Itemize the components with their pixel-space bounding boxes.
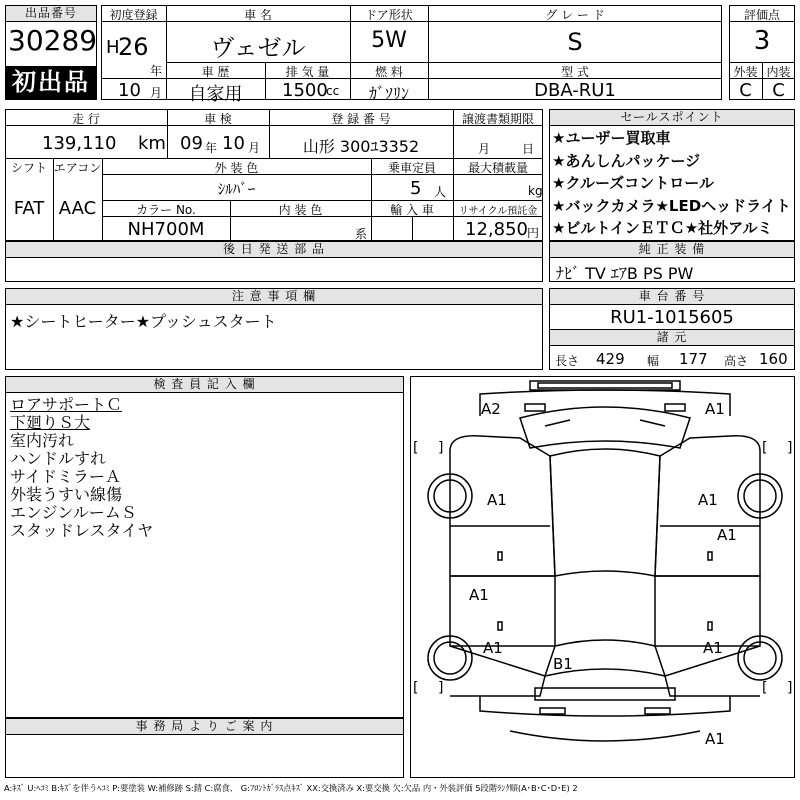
inspector-label: 検 査 員 記 入 欄 — [6, 377, 403, 393]
era: H — [106, 37, 120, 58]
shift: FAT — [13, 198, 45, 219]
inspector-item: 室内汚れ — [10, 431, 75, 450]
svg-text:]: ] — [438, 680, 444, 696]
lot-label: 出品番号 — [6, 6, 96, 22]
history: 自家用 — [188, 84, 243, 105]
sales-points — [552, 127, 796, 240]
damage-front-right: A1 — [705, 400, 725, 418]
height: 160 — [759, 350, 788, 368]
interior-grade: C — [772, 80, 785, 101]
exterior-grade: C — [739, 80, 752, 101]
inspection-month-unit: 月 — [248, 141, 261, 155]
history-label: 車 歴 — [201, 65, 230, 79]
later-parts-label: 後 日 発 送 部 品 — [6, 242, 542, 258]
displacement: 1500 — [282, 80, 328, 101]
capacity-unit: 人 — [434, 185, 447, 199]
reg-year: 26 — [118, 33, 149, 61]
grade-label: グ レ ー ド — [545, 8, 605, 22]
svg-text:[: [ — [762, 680, 768, 696]
displacement-unit: cc — [326, 84, 340, 98]
score: 3 — [753, 26, 771, 56]
ac-label: エアコン — [53, 161, 102, 175]
model-code: DBA-RU1 — [534, 80, 616, 101]
month-unit: 月 — [150, 86, 163, 100]
color-no: NH700M — [127, 219, 205, 240]
length-label: 長さ — [555, 354, 580, 368]
grade: S — [567, 28, 583, 56]
recycle: 12,850 — [465, 219, 528, 240]
svg-text:[: [ — [413, 680, 419, 696]
transfer-label: 譲渡書類期限 — [461, 112, 534, 126]
equipment: ﾅﾋﾞ TV ｴｱB PS PW — [556, 264, 694, 283]
inspector-item: スタッドレスタイヤ — [10, 521, 154, 540]
svg-text:[: [ — [762, 440, 768, 456]
inspector-item: ロアサポートＣ — [10, 395, 123, 414]
inspector-item: エンジンルームＳ — [10, 503, 137, 522]
mileage-label: 走 行 — [72, 112, 100, 126]
year-unit: 年 — [150, 64, 163, 78]
chassis-label: 車 台 番 号 — [550, 289, 794, 305]
notes: ★シートヒーター★プッシュスタート — [10, 312, 277, 331]
reg-number: 山形 300ﾕ3352 — [302, 137, 420, 156]
width: 177 — [679, 350, 708, 368]
sales-point: ★バックカメラ★LEDヘッドライト — [552, 196, 791, 215]
int-color-label: 内 装 色 — [278, 203, 323, 217]
svg-text:]: ] — [438, 440, 444, 456]
sales-point: ★ユーザー買取車 — [552, 129, 671, 147]
recycle-unit: 円 — [527, 226, 540, 240]
capacity: 5 — [410, 178, 422, 199]
exterior-label: 外装 — [733, 65, 758, 79]
inspection-year: 09 — [180, 133, 203, 154]
sales-point: ★あんしんパッケージ — [552, 151, 701, 170]
first-listing-badge: 初出品 — [6, 66, 96, 99]
damage-right-rear-fender: A1 — [703, 639, 723, 657]
notes-label: 注 意 事 項 欄 — [6, 289, 542, 305]
damage-front-left: A2 — [481, 400, 501, 418]
color-no-label: カラー No. — [136, 203, 196, 217]
equipment-label: 純 正 装 備 — [550, 242, 794, 258]
damage-right-front-fender: A1 — [698, 491, 718, 509]
load-unit: kg — [528, 184, 543, 198]
dims-label: 諸 元 — [550, 330, 794, 346]
inspection-label: 車 検 — [204, 112, 232, 126]
transfer-month-unit: 月 — [478, 142, 491, 156]
mileage-unit: km — [138, 133, 166, 154]
load-label: 最大積載量 — [467, 161, 528, 175]
transfer-day-unit: 日 — [522, 142, 535, 156]
svg-text:]: ] — [787, 680, 793, 696]
svg-text:[: [ — [413, 440, 419, 456]
lot-number: 30289 — [8, 24, 98, 57]
inspector-item: サイドミラーＡ — [10, 467, 121, 486]
inspection-month: 10 — [222, 133, 245, 154]
reg-month: 10 — [118, 80, 141, 101]
car-diagram — [410, 376, 795, 778]
inspector-items — [10, 396, 153, 540]
inspector-item: 外装うすい線傷 — [10, 485, 123, 504]
sales-point: ★クルーズコントロール — [552, 174, 714, 192]
damage-rear-bumper: A1 — [705, 730, 725, 748]
shift-label: シフト — [10, 161, 47, 175]
int-color-unit: 系 — [355, 227, 368, 241]
sales-label: セールスポイント — [550, 110, 794, 126]
import-label: 輸 入 車 — [390, 203, 434, 217]
capacity-label: 乗車定員 — [387, 161, 436, 175]
score-label: 評価点 — [743, 8, 780, 22]
doors: 5W — [371, 28, 407, 53]
damage-left-rear-fender: A1 — [483, 639, 503, 657]
car-name-label: 車 名 — [244, 8, 272, 22]
first-reg-label: 初度登録 — [109, 8, 158, 22]
mileage: 139,110 — [42, 133, 117, 154]
damage-left-front-fender: A1 — [487, 491, 507, 509]
inspection-year-unit: 年 — [205, 141, 218, 155]
displacement-label: 排 気 量 — [285, 65, 330, 79]
office-label: 事 務 局 よ り ご 案 内 — [6, 719, 403, 735]
inspector-item: 下廻りＳ大 — [10, 413, 91, 432]
damage-rear-center: B1 — [553, 655, 573, 673]
interior-label: 内装 — [766, 65, 791, 79]
damage-left-rear-door: A1 — [469, 586, 489, 604]
ac: AAC — [58, 198, 97, 219]
height-label: 高さ — [724, 354, 749, 368]
inspector-item: ハンドルすれ — [10, 449, 107, 468]
color: ｼﾙﾊﾞｰ — [217, 180, 256, 198]
chassis-number: RU1-1015605 — [610, 307, 734, 328]
color-label: 外 装 色 — [214, 161, 259, 175]
car-name: ヴェゼル — [210, 34, 306, 62]
fuel: ｶﾞｿﾘﾝ — [368, 84, 409, 103]
reg-label: 登 録 番 号 — [331, 112, 391, 126]
legend: A:ｷｽﾞ U:ﾍｺﾐ B:ｷｽﾞを伴うﾍｺﾐ P:要塗装 W:補修跡 S:錆 C:腐食、 G:ﾌﾛﾝﾄｶﾞﾗｽ点ｷｽﾞ XX:交換済み X:要交換 欠:欠品 内・外装評価 5段階ﾗﾝｸ順(A･B･C･D･E) 2 — [4, 783, 578, 793]
width-label: 幅 — [647, 354, 660, 368]
length: 429 — [596, 350, 625, 368]
damage-right-front-door: A1 — [717, 526, 737, 544]
sales-point: ★ビルトインＥＴＣ★社外アルミ — [552, 219, 773, 237]
recycle-label: リサイクル預託金 — [458, 206, 538, 217]
doors-label: ドア形状 — [365, 8, 413, 22]
fuel-label: 燃 料 — [375, 65, 403, 79]
svg-text:]: ] — [787, 440, 793, 456]
model-code-label: 型 式 — [561, 65, 589, 79]
